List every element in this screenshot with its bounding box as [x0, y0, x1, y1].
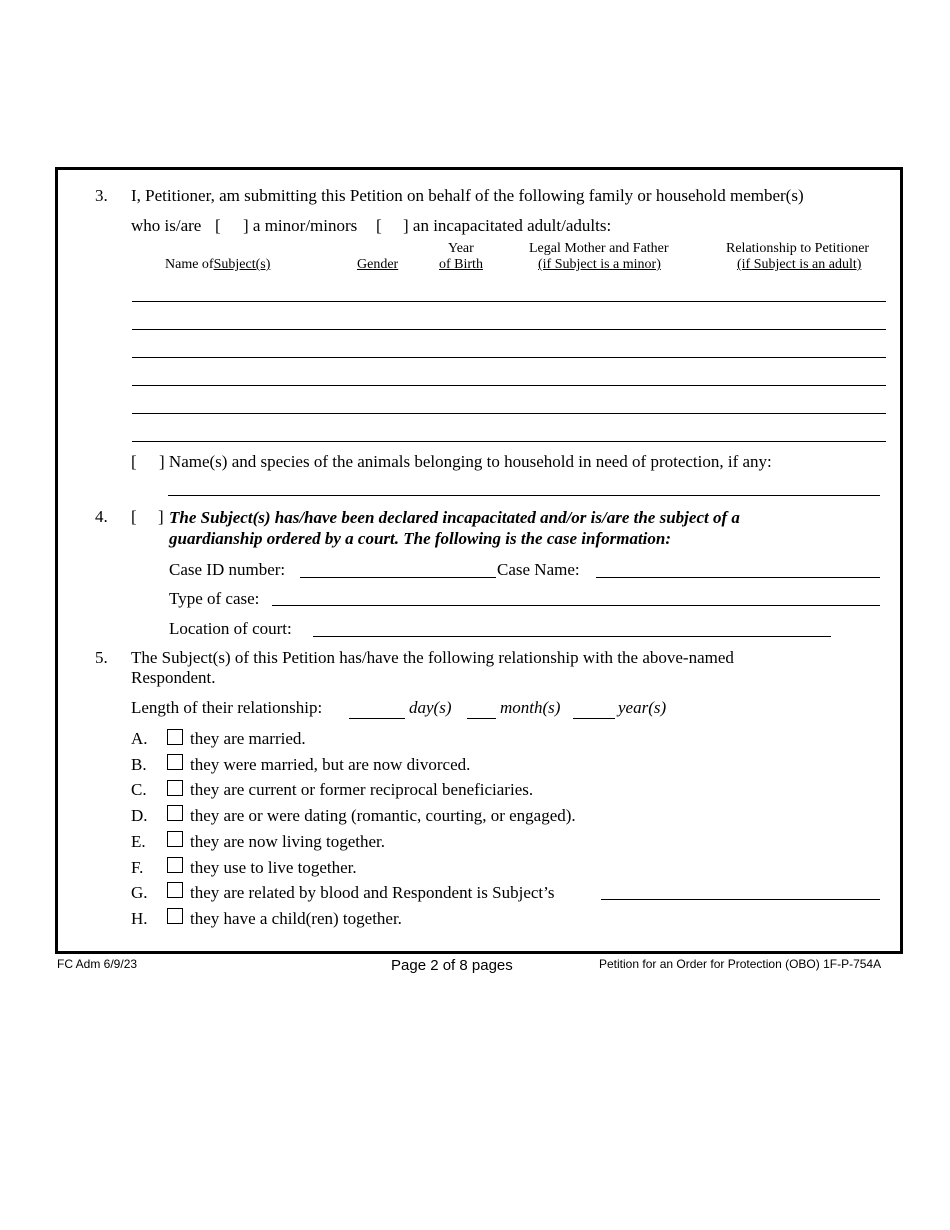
subject-entry-line[interactable]: [132, 385, 886, 386]
case-name-label: Case Name:: [497, 560, 580, 579]
column-header-relationship-bottom: (if Subject is an adult): [737, 257, 862, 272]
section-5-intro-line1: The Subject(s) of this Petition has/have the following relationship with the above-named: [131, 648, 734, 667]
column-header-name-subjects: Subject(s): [213, 257, 271, 272]
option-e-checkbox[interactable]: [167, 831, 183, 847]
guardianship-statement-line1: The Subject(s) has/have been declared incapacitated and/or is/are the subject of a: [169, 508, 740, 527]
option-b-label: they were married, but are now divorced.: [190, 755, 471, 774]
days-label: day(s): [409, 698, 452, 717]
subject-entry-line[interactable]: [132, 329, 886, 330]
subject-entry-line[interactable]: [132, 357, 886, 358]
option-f-checkbox[interactable]: [167, 857, 183, 873]
option-g-checkbox[interactable]: [167, 882, 183, 898]
years-label: year(s): [618, 698, 667, 717]
section-4-number: 4.: [95, 507, 108, 526]
animals-label: ] Name(s) and species of the animals belonging to household in need of protection, if any:: [159, 452, 772, 471]
court-location-label: Location of court:: [169, 619, 292, 638]
guardianship-statement-line2: guardianship ordered by a court. The following is the case information:: [169, 529, 672, 548]
option-e-label: they are now living together.: [190, 832, 385, 851]
case-id-input-line[interactable]: [300, 577, 496, 578]
column-header-year-bottom: of Birth: [439, 257, 483, 272]
option-letter: D.: [131, 806, 148, 825]
blood-relation-input-line[interactable]: [601, 899, 880, 900]
guardianship-checkbox-bracket[interactable]: [: [131, 507, 137, 526]
option-g-label: they are related by blood and Respondent is Subject’s: [190, 883, 555, 902]
column-header-gender: Gender: [357, 257, 399, 272]
form-revision-date: FC Adm 6/9/23: [57, 957, 138, 971]
subject-entry-line[interactable]: [132, 413, 886, 414]
option-a-label: they are married.: [190, 729, 306, 748]
option-d-checkbox[interactable]: [167, 805, 183, 821]
animals-entry-line[interactable]: [168, 495, 880, 496]
minor-option-label: ] a minor/minors: [243, 216, 358, 235]
option-letter: C.: [131, 780, 147, 799]
option-h-checkbox[interactable]: [167, 908, 183, 924]
column-header-relationship-top: Relationship to Petitioner: [726, 241, 870, 256]
months-input-line[interactable]: [467, 718, 496, 719]
section-5-intro-line2: Respondent.: [131, 668, 216, 687]
column-header-year-top: Year: [448, 241, 474, 256]
option-d-label: they are or were dating (romantic, courting, or engaged).: [190, 806, 576, 825]
days-input-line[interactable]: [349, 718, 405, 719]
case-name-input-line[interactable]: [596, 577, 880, 578]
option-letter: E.: [131, 832, 146, 851]
option-letter: H.: [131, 909, 148, 928]
minor-checkbox-bracket[interactable]: [: [215, 216, 221, 235]
option-c-label: they are current or former reciprocal beneficiaries.: [190, 780, 534, 799]
court-location-input-line[interactable]: [313, 636, 831, 637]
option-c-checkbox[interactable]: [167, 780, 183, 796]
option-letter: F.: [131, 858, 144, 877]
case-type-input-line[interactable]: [272, 605, 880, 606]
section-3-intro: I, Petitioner, am submitting this Petition on behalf of the following family or household member(s): [131, 186, 804, 205]
column-header-name-prefix: Name of: [165, 257, 214, 272]
subject-entry-line[interactable]: [132, 441, 886, 442]
years-input-line[interactable]: [573, 718, 615, 719]
case-type-label: Type of case:: [169, 589, 260, 608]
option-letter: B.: [131, 755, 147, 774]
months-label: month(s): [500, 698, 561, 717]
option-letter: G.: [131, 883, 148, 902]
incapacitated-option-label: ] an incapacitated adult/adults:: [403, 216, 612, 235]
incapacitated-checkbox-bracket[interactable]: [: [376, 216, 382, 235]
who-is-are-label: who is/are: [131, 216, 202, 235]
option-letter: A.: [131, 729, 148, 748]
form-title-footer: Petition for an Order for Protection (OBO) 1F-P-754A: [599, 957, 882, 971]
guardianship-checkbox-bracket-close: ]: [158, 507, 164, 526]
page-number: Page 2 of 8 pages: [391, 957, 513, 974]
animals-checkbox-bracket[interactable]: [: [131, 452, 137, 471]
column-header-name: [165, 257, 270, 273]
option-f-label: they use to live together.: [190, 858, 357, 877]
column-header-parents-bottom: (if Subject is a minor): [538, 257, 661, 272]
option-h-label: they have a child(ren) together.: [190, 909, 402, 928]
section-5-number: 5.: [95, 648, 108, 667]
option-b-checkbox[interactable]: [167, 754, 183, 770]
relationship-length-label: Length of their relationship:: [131, 698, 323, 717]
column-header-parents-top: Legal Mother and Father: [529, 241, 669, 256]
subject-entry-line[interactable]: [132, 301, 886, 302]
case-id-label: Case ID number:: [169, 560, 286, 579]
section-3-number: 3.: [95, 186, 108, 205]
option-a-checkbox[interactable]: [167, 729, 183, 745]
